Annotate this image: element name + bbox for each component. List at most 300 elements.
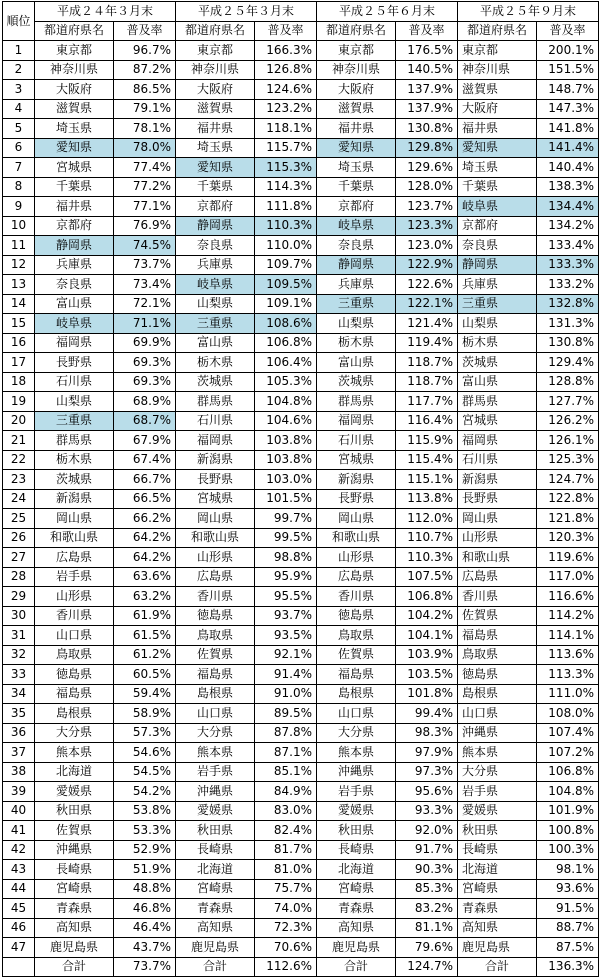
prefecture-cell: 宮崎県 [458, 879, 537, 899]
prefecture-cell: 青森県 [35, 899, 114, 919]
rate-cell: 123.0% [396, 236, 458, 256]
table-row [3, 528, 599, 548]
prefecture-cell: 富山県 [35, 294, 114, 314]
total-label: 合計 [317, 957, 396, 977]
prefecture-cell: 岐阜県 [317, 216, 396, 236]
prefecture-cell: 岩手県 [176, 762, 255, 782]
period-header-3: 平成２５年９月末 [458, 2, 599, 22]
rate-cell: 54.2% [114, 782, 176, 802]
rate-cell: 137.9% [396, 99, 458, 119]
rate-cell: 123.3% [396, 216, 458, 236]
rank-cell: 4 [3, 99, 35, 119]
rate-cell: 129.8% [396, 138, 458, 158]
rank-cell: 5 [3, 119, 35, 139]
rate-cell: 126.8% [255, 60, 317, 80]
rate-cell: 89.5% [255, 704, 317, 724]
total-row [3, 957, 599, 977]
prefecture-cell: 和歌山県 [35, 528, 114, 548]
rate-cell: 131.3% [537, 314, 599, 334]
rate-cell: 64.2% [114, 528, 176, 548]
table-row [3, 665, 599, 685]
prefecture-cell: 東京都 [458, 41, 537, 61]
rate-cell: 66.2% [114, 509, 176, 529]
rate-cell: 69.3% [114, 353, 176, 373]
rank-cell: 41 [3, 821, 35, 841]
prefecture-cell: 茨城県 [317, 372, 396, 392]
rate-cell: 61.5% [114, 626, 176, 646]
table-row [3, 314, 599, 334]
rate-cell: 116.6% [537, 587, 599, 607]
prefecture-cell: 青森県 [317, 899, 396, 919]
prefecture-cell: 長崎県 [35, 860, 114, 880]
rate-cell: 72.1% [114, 294, 176, 314]
prefecture-cell: 福島県 [458, 626, 537, 646]
prefecture-cell: 新潟県 [458, 470, 537, 490]
rate-cell: 106.8% [537, 762, 599, 782]
rate-cell: 106.8% [396, 587, 458, 607]
rate-cell: 54.6% [114, 743, 176, 763]
table-row [3, 840, 599, 860]
rank-cell: 7 [3, 158, 35, 178]
prefecture-cell: 茨城県 [176, 372, 255, 392]
rate-cell: 85.1% [255, 762, 317, 782]
rate-cell: 114.2% [537, 606, 599, 626]
rate-cell: 81.1% [396, 918, 458, 938]
rate-cell: 77.4% [114, 158, 176, 178]
prefecture-cell: 埼玉県 [35, 119, 114, 139]
rate-cell: 101.9% [537, 801, 599, 821]
table-row [3, 470, 599, 490]
prefecture-cell: 京都府 [35, 216, 114, 236]
rate-cell: 148.7% [537, 80, 599, 100]
prefecture-cell: 鹿児島県 [176, 938, 255, 958]
rank-cell: 22 [3, 450, 35, 470]
rate-cell: 110.0% [255, 236, 317, 256]
rate-cell: 166.3% [255, 41, 317, 61]
rate-cell: 128.8% [537, 372, 599, 392]
prefecture-cell: 三重県 [35, 411, 114, 431]
rate-cell: 91.5% [537, 899, 599, 919]
rank-cell: 24 [3, 489, 35, 509]
rate-cell: 134.4% [537, 197, 599, 217]
rate-cell: 85.3% [396, 879, 458, 899]
rate-cell: 98.1% [537, 860, 599, 880]
prefecture-cell: 鹿児島県 [458, 938, 537, 958]
prefecture-cell: 福島県 [35, 684, 114, 704]
prefecture-cell: 沖縄県 [317, 762, 396, 782]
rate-cell: 121.8% [537, 509, 599, 529]
rank-cell: 38 [3, 762, 35, 782]
rate-cell: 81.0% [255, 860, 317, 880]
table-row [3, 255, 599, 275]
prefecture-cell: 山形県 [176, 548, 255, 568]
prefecture-cell: 岩手県 [458, 782, 537, 802]
rate-cell: 92.1% [255, 645, 317, 665]
prefecture-cell: 岐阜県 [458, 197, 537, 217]
rank-cell: 36 [3, 723, 35, 743]
period-header-1: 平成２５年３月末 [176, 2, 317, 22]
prefecture-cell: 兵庫県 [458, 275, 537, 295]
prefecture-cell: 徳島県 [317, 606, 396, 626]
col-pref-header: 都道府県名 [176, 21, 255, 41]
rate-cell: 129.6% [396, 158, 458, 178]
column-header-row [3, 21, 599, 41]
rate-cell: 112.0% [396, 509, 458, 529]
rate-cell: 83.2% [396, 899, 458, 919]
table-row [3, 99, 599, 119]
prefecture-cell: 宮城県 [317, 450, 396, 470]
rate-cell: 147.3% [537, 99, 599, 119]
prefecture-cell: 愛知県 [317, 138, 396, 158]
table-row [3, 236, 599, 256]
prefecture-cell: 愛知県 [35, 138, 114, 158]
prefecture-cell: 愛知県 [176, 158, 255, 178]
rate-cell: 64.2% [114, 548, 176, 568]
prefecture-cell: 宮崎県 [176, 879, 255, 899]
prefecture-cell: 大阪府 [35, 80, 114, 100]
prefecture-cell: 岐阜県 [35, 314, 114, 334]
prefecture-cell: 長野県 [458, 489, 537, 509]
prefecture-cell: 香川県 [458, 587, 537, 607]
total-label: 合計 [35, 957, 114, 977]
prefecture-cell: 鹿児島県 [317, 938, 396, 958]
prefecture-cell: 新潟県 [35, 489, 114, 509]
prefecture-cell: 広島県 [176, 567, 255, 587]
prefecture-cell: 石川県 [317, 431, 396, 451]
table-row [3, 899, 599, 919]
table-row [3, 860, 599, 880]
rate-cell: 98.8% [255, 548, 317, 568]
prefecture-cell: 岡山県 [176, 509, 255, 529]
rank-cell: 26 [3, 528, 35, 548]
prefecture-cell: 群馬県 [317, 392, 396, 412]
prefecture-cell: 長崎県 [176, 840, 255, 860]
rate-cell: 110.3% [255, 216, 317, 236]
prefecture-cell: 熊本県 [317, 743, 396, 763]
rate-cell: 100.8% [537, 821, 599, 841]
rate-cell: 73.7% [114, 255, 176, 275]
prefecture-cell: 東京都 [35, 41, 114, 61]
rate-cell: 106.8% [255, 333, 317, 353]
rate-cell: 118.7% [396, 372, 458, 392]
rank-header: 順位 [3, 2, 35, 41]
total-value-3: 136.3% [537, 957, 599, 977]
rate-cell: 98.3% [396, 723, 458, 743]
table-row [3, 762, 599, 782]
rank-cell: 2 [3, 60, 35, 80]
prefecture-cell: 山形県 [317, 548, 396, 568]
rate-cell: 140.5% [396, 60, 458, 80]
table-row [3, 294, 599, 314]
prefecture-cell: 徳島県 [35, 665, 114, 685]
prefecture-cell: 神奈川県 [35, 60, 114, 80]
prefecture-cell: 福岡県 [35, 333, 114, 353]
table-row [3, 119, 599, 139]
rate-cell: 91.4% [255, 665, 317, 685]
rate-cell: 69.3% [114, 372, 176, 392]
table-row [3, 353, 599, 373]
rate-cell: 117.0% [537, 567, 599, 587]
prefecture-cell: 富山県 [458, 372, 537, 392]
prefecture-cell: 大分県 [458, 762, 537, 782]
prefecture-cell: 島根県 [35, 704, 114, 724]
rate-cell: 114.1% [537, 626, 599, 646]
total-rank-cell [3, 957, 35, 977]
prefecture-cell: 秋田県 [458, 821, 537, 841]
prefecture-cell: 山梨県 [317, 314, 396, 334]
rank-cell: 28 [3, 567, 35, 587]
prefecture-cell: 熊本県 [458, 743, 537, 763]
table-row [3, 938, 599, 958]
rate-cell: 129.4% [537, 353, 599, 373]
rate-cell: 119.4% [396, 333, 458, 353]
rate-cell: 114.3% [255, 177, 317, 197]
table-row [3, 197, 599, 217]
rate-cell: 133.4% [537, 236, 599, 256]
prefecture-cell: 新潟県 [176, 450, 255, 470]
table-row [3, 567, 599, 587]
rate-cell: 115.3% [255, 158, 317, 178]
table-row [3, 645, 599, 665]
table-row [3, 216, 599, 236]
rate-cell: 97.9% [396, 743, 458, 763]
rank-cell: 43 [3, 860, 35, 880]
prefecture-cell: 群馬県 [35, 431, 114, 451]
col-rate-header: 普及率 [255, 21, 317, 41]
prefecture-cell: 秋田県 [176, 821, 255, 841]
prefecture-cell: 石川県 [176, 411, 255, 431]
rank-cell: 1 [3, 41, 35, 61]
prefecture-cell: 鳥取県 [317, 626, 396, 646]
prefecture-cell: 石川県 [35, 372, 114, 392]
prefecture-cell: 千葉県 [176, 177, 255, 197]
rate-cell: 123.2% [255, 99, 317, 119]
prefecture-cell: 岩手県 [317, 782, 396, 802]
prefecture-cell: 神奈川県 [176, 60, 255, 80]
prefecture-cell: 滋賀県 [458, 80, 537, 100]
prefecture-cell: 熊本県 [35, 743, 114, 763]
prefecture-cell: 山口県 [35, 626, 114, 646]
prefecture-cell: 三重県 [317, 294, 396, 314]
prefecture-cell: 鳥取県 [458, 645, 537, 665]
rate-cell: 200.1% [537, 41, 599, 61]
prefecture-cell: 愛媛県 [35, 782, 114, 802]
rate-cell: 113.6% [537, 645, 599, 665]
rank-cell: 9 [3, 197, 35, 217]
period-header-2: 平成２５年６月末 [317, 2, 458, 22]
prefecture-cell: 長野県 [176, 470, 255, 490]
rate-cell: 99.5% [255, 528, 317, 548]
prefecture-cell: 千葉県 [458, 177, 537, 197]
prefecture-cell: 佐賀県 [317, 645, 396, 665]
col-rate-header: 普及率 [537, 21, 599, 41]
rate-cell: 46.4% [114, 918, 176, 938]
rate-cell: 133.3% [537, 255, 599, 275]
prefecture-cell: 富山県 [317, 353, 396, 373]
rank-cell: 37 [3, 743, 35, 763]
period-header-0: 平成２４年３月末 [35, 2, 176, 22]
rate-cell: 52.9% [114, 840, 176, 860]
prefecture-cell: 青森県 [458, 899, 537, 919]
rate-cell: 91.0% [255, 684, 317, 704]
prefecture-cell: 広島県 [458, 567, 537, 587]
rate-cell: 67.9% [114, 431, 176, 451]
prefecture-cell: 青森県 [176, 899, 255, 919]
rate-cell: 141.8% [537, 119, 599, 139]
rate-cell: 46.8% [114, 899, 176, 919]
rank-cell: 46 [3, 918, 35, 938]
rate-cell: 103.5% [396, 665, 458, 685]
col-rate-header: 普及率 [114, 21, 176, 41]
prefecture-cell: 宮城県 [458, 411, 537, 431]
prefecture-cell: 群馬県 [458, 392, 537, 412]
prefecture-cell: 福井県 [458, 119, 537, 139]
rate-cell: 122.9% [396, 255, 458, 275]
prefecture-cell: 静岡県 [317, 255, 396, 275]
rank-cell: 21 [3, 431, 35, 451]
prefecture-ranking-table [2, 1, 599, 977]
rate-cell: 68.7% [114, 411, 176, 431]
rank-cell: 6 [3, 138, 35, 158]
prefecture-cell: 広島県 [35, 548, 114, 568]
rate-cell: 130.8% [396, 119, 458, 139]
prefecture-cell: 島根県 [176, 684, 255, 704]
prefecture-cell: 栃木県 [35, 450, 114, 470]
prefecture-cell: 三重県 [458, 294, 537, 314]
rank-cell: 47 [3, 938, 35, 958]
prefecture-cell: 福井県 [176, 119, 255, 139]
prefecture-cell: 静岡県 [35, 236, 114, 256]
rate-cell: 84.9% [255, 782, 317, 802]
rate-cell: 88.7% [537, 918, 599, 938]
prefecture-cell: 山梨県 [176, 294, 255, 314]
rate-cell: 115.7% [255, 138, 317, 158]
rate-cell: 133.2% [537, 275, 599, 295]
rate-cell: 119.6% [537, 548, 599, 568]
prefecture-cell: 和歌山県 [458, 548, 537, 568]
table-body [3, 41, 599, 958]
prefecture-cell: 大阪府 [176, 80, 255, 100]
prefecture-cell: 山口県 [176, 704, 255, 724]
prefecture-cell: 埼玉県 [176, 138, 255, 158]
prefecture-cell: 兵庫県 [317, 275, 396, 295]
prefecture-cell: 静岡県 [176, 216, 255, 236]
col-pref-header: 都道府県名 [458, 21, 537, 41]
rank-cell: 23 [3, 470, 35, 490]
prefecture-cell: 鹿児島県 [35, 938, 114, 958]
rate-cell: 77.2% [114, 177, 176, 197]
prefecture-cell: 宮崎県 [317, 879, 396, 899]
rate-cell: 111.0% [537, 684, 599, 704]
rate-cell: 109.1% [255, 294, 317, 314]
rate-cell: 120.3% [537, 528, 599, 548]
rate-cell: 110.3% [396, 548, 458, 568]
rank-cell: 44 [3, 879, 35, 899]
prefecture-cell: 大分県 [317, 723, 396, 743]
rate-cell: 81.7% [255, 840, 317, 860]
prefecture-cell: 長崎県 [458, 840, 537, 860]
prefecture-cell: 埼玉県 [317, 158, 396, 178]
rate-cell: 99.4% [396, 704, 458, 724]
total-value-2: 124.7% [396, 957, 458, 977]
rate-cell: 59.4% [114, 684, 176, 704]
rate-cell: 53.8% [114, 801, 176, 821]
rate-cell: 137.9% [396, 80, 458, 100]
prefecture-cell: 香川県 [317, 587, 396, 607]
rate-cell: 95.6% [396, 782, 458, 802]
rate-cell: 91.7% [396, 840, 458, 860]
rate-cell: 72.3% [255, 918, 317, 938]
prefecture-cell: 広島県 [317, 567, 396, 587]
prefecture-cell: 東京都 [317, 41, 396, 61]
rate-cell: 118.1% [255, 119, 317, 139]
prefecture-cell: 熊本県 [176, 743, 255, 763]
prefecture-cell: 大分県 [176, 723, 255, 743]
rate-cell: 93.6% [537, 879, 599, 899]
rate-cell: 121.4% [396, 314, 458, 334]
prefecture-cell: 山梨県 [458, 314, 537, 334]
prefecture-cell: 鳥取県 [176, 626, 255, 646]
table-row [3, 587, 599, 607]
rate-cell: 113.3% [537, 665, 599, 685]
rate-cell: 122.1% [396, 294, 458, 314]
rate-cell: 122.6% [396, 275, 458, 295]
prefecture-cell: 北海道 [317, 860, 396, 880]
prefecture-cell: 徳島県 [176, 606, 255, 626]
prefecture-cell: 千葉県 [317, 177, 396, 197]
col-pref-header: 都道府県名 [35, 21, 114, 41]
table-row [3, 801, 599, 821]
prefecture-cell: 福井県 [35, 197, 114, 217]
prefecture-cell: 岩手県 [35, 567, 114, 587]
rate-cell: 116.4% [396, 411, 458, 431]
prefecture-cell: 宮城県 [35, 158, 114, 178]
rate-cell: 104.6% [255, 411, 317, 431]
table-row [3, 606, 599, 626]
prefecture-cell: 福井県 [317, 119, 396, 139]
rate-cell: 128.0% [396, 177, 458, 197]
prefecture-cell: 滋賀県 [176, 99, 255, 119]
rate-cell: 58.9% [114, 704, 176, 724]
table-row [3, 80, 599, 100]
rate-cell: 53.3% [114, 821, 176, 841]
prefecture-cell: 沖縄県 [458, 723, 537, 743]
table-row [3, 723, 599, 743]
rate-cell: 118.7% [396, 353, 458, 373]
rank-cell: 30 [3, 606, 35, 626]
rate-cell: 132.8% [537, 294, 599, 314]
prefecture-cell: 奈良県 [35, 275, 114, 295]
table-row [3, 743, 599, 763]
rate-cell: 79.1% [114, 99, 176, 119]
rate-cell: 87.2% [114, 60, 176, 80]
rate-cell: 51.9% [114, 860, 176, 880]
rate-cell: 110.7% [396, 528, 458, 548]
rate-cell: 107.4% [537, 723, 599, 743]
rate-cell: 140.4% [537, 158, 599, 178]
rank-cell: 15 [3, 314, 35, 334]
table-row [3, 782, 599, 802]
prefecture-cell: 大阪府 [458, 99, 537, 119]
rate-cell: 106.4% [255, 353, 317, 373]
prefecture-cell: 福岡県 [317, 411, 396, 431]
rate-cell: 115.4% [396, 450, 458, 470]
prefecture-cell: 兵庫県 [35, 255, 114, 275]
prefecture-cell: 三重県 [176, 314, 255, 334]
prefecture-cell: 長野県 [35, 353, 114, 373]
col-pref-header: 都道府県名 [317, 21, 396, 41]
prefecture-cell: 京都府 [176, 197, 255, 217]
